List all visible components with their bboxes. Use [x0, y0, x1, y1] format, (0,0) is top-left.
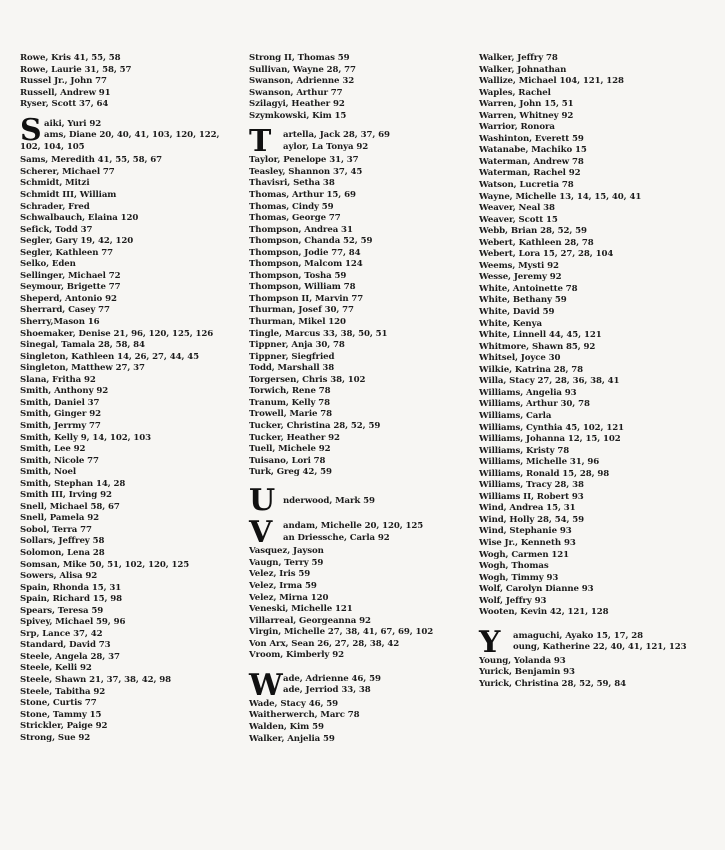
index-entry: Wade, Stacy 46, 59	[249, 698, 338, 709]
index-column-3	[479, 53, 723, 691]
index-entry: Tippner, Siegfried	[249, 351, 335, 362]
index-entry: Williams, Angelia 93	[479, 387, 577, 398]
section-letter-y: Y	[479, 624, 501, 660]
index-entry: Waitherwerch, Marc 78	[249, 710, 360, 721]
section-letter-t: T	[249, 124, 272, 160]
index-entry: Williams, Cynthia 45, 102, 121	[479, 422, 624, 433]
index-entry: Segler, Gary 19, 42, 120	[20, 236, 134, 247]
index-entry: Thompson, Chanda 52, 59	[249, 236, 373, 247]
index-entry: Smith, Stephan 14, 28	[20, 478, 126, 489]
index-entry: Von Arx, Sean 26, 27, 28, 38, 42	[249, 638, 400, 649]
index-entry: Tranum, Kelly 78	[249, 397, 331, 408]
section-letter-s: S	[20, 112, 42, 148]
index-entry: Young, Yolanda 93	[479, 655, 566, 666]
index-entry: Strong II, Thomas 59	[249, 53, 350, 63]
section-u	[249, 482, 484, 518]
index-entry: andam, Michelle 20, 120, 125	[283, 521, 424, 532]
index-entry: Wallize, Michael 104, 121, 128	[479, 76, 624, 87]
index-entry: White, Kenya	[479, 318, 542, 329]
index-entry: Thurman, Mikel 120	[249, 317, 346, 328]
index-entry: Weaver, Neal 38	[479, 203, 555, 214]
index-entry: Williams II, Robert 93	[479, 491, 584, 502]
index-entry: Taylor, Penelope 31, 37	[249, 155, 359, 166]
index-entry: Whitsel, Joyce 30	[479, 353, 561, 364]
index-entry: Swanson, Adrienne 32	[249, 76, 355, 87]
index-entry: Scherer, Michael 77	[20, 166, 115, 177]
index-entry: Wilkie, Katrina 28, 78	[479, 364, 584, 375]
index-entry: Vaugn, Terry 59	[249, 557, 324, 568]
index-entry: Selko, Eden	[20, 259, 76, 270]
index-entry: Smith, Lee 92	[20, 444, 86, 455]
index-entry: Standard, David 73	[20, 640, 111, 651]
index-entry: Wogh, Thomas	[479, 561, 549, 572]
index-entry: Weems, Mysti 92	[479, 260, 559, 271]
index-entry: Thavisri, Setha 38	[249, 178, 335, 189]
index-entry: Teasley, Shannon 37, 45	[249, 166, 363, 177]
index-entry: Thurman, Josef 30, 77	[249, 305, 354, 316]
index-entry: Singleton, Matthew 27, 37	[20, 363, 145, 374]
index-entry: oung, Katherine 22, 40, 41, 121, 123	[513, 642, 687, 653]
index-entry: ade, Adrienne 46, 59	[283, 673, 381, 684]
index-entry: Williams, Arthur 30, 78	[479, 399, 590, 410]
index-entry: Sowers, Alisa 92	[20, 571, 98, 582]
index-entry: Torgersen, Chris 38, 102	[249, 374, 366, 385]
index-entry: Steele, Kelli 92	[20, 663, 92, 674]
index-entry: Solomon, Lena 28	[20, 547, 105, 558]
section-letter-v: V	[249, 515, 273, 551]
index-entry: Williams, Carla	[479, 410, 552, 421]
index-entry-continued: 102, 104, 105	[20, 141, 85, 152]
index-entry: Vroom, Kimberly 92	[249, 650, 344, 661]
index-entry: Torwich, Rene 78	[249, 386, 331, 397]
index-entry: Wind, Andrea 15, 31	[479, 503, 576, 514]
index-entry: Smith, Anthony 92	[20, 386, 109, 397]
index-entry: Tucker, Christina 28, 52, 59	[249, 420, 381, 431]
index-entry: Thompson, Andrea 31	[249, 224, 353, 235]
index-entry: Watanabe, Machiko 15	[479, 145, 587, 156]
index-entry: Williams, Johanna 12, 15, 102	[479, 434, 621, 445]
index-entry: Sams, Meredith 41, 55, 58, 67	[20, 155, 163, 166]
index-entry: Sheperd, Antonio 92	[20, 293, 117, 304]
index-entry: Whitmore, Shawn 85, 92	[479, 341, 596, 352]
index-entry: Tuisano, Lori 78	[249, 455, 326, 466]
index-entry: Stone, Curtis 77	[20, 698, 97, 709]
index-entry: Tingle, Marcus 33, 38, 50, 51	[249, 328, 388, 339]
index-entry: Thompson, Tosha 59	[249, 270, 347, 281]
index-entry: Schrader, Fred	[20, 201, 90, 212]
index-entry: Smith, Jerrmy 77	[20, 420, 101, 431]
index-entry: Smith, Noel	[20, 467, 76, 478]
section-s	[20, 112, 255, 154]
index-entry: Todd, Marshall 38	[249, 363, 335, 374]
index-entry: Webb, Brian 28, 52, 59	[479, 226, 587, 237]
index-entry: Smith, Nicole 77	[20, 455, 99, 466]
index-entry: Vasquez, Jayson	[249, 546, 324, 557]
index-entry: Velez, Irma 59	[249, 580, 317, 591]
index-entry: Williams, Ronald 15, 28, 98	[479, 468, 610, 479]
index-entry: Weaver, Scott 15	[479, 214, 558, 225]
index-entry: Thomas, George 77	[249, 213, 341, 224]
section-letter-w: W	[249, 667, 283, 703]
index-entry: Watson, Lucretia 78	[479, 180, 574, 191]
index-entry: Russel Jr., John 77	[20, 76, 107, 87]
index-entry: Veneski, Michelle 121	[249, 604, 353, 615]
index-entry: nderwood, Mark 59	[283, 495, 375, 506]
index-entry: Wolf, Jeffry 93	[479, 595, 547, 606]
index-entry: Spain, Rhonda 15, 31	[20, 582, 122, 593]
index-entry: Washinton, Everett 59	[479, 133, 584, 144]
index-entry: Sinegal, Tamala 28, 58, 84	[20, 340, 145, 351]
index-entry: Sherrard, Casey 77	[20, 305, 110, 316]
index-entry: Segler, Kathleen 77	[20, 247, 114, 258]
index-entry: aiki, Yuri 92	[44, 118, 102, 129]
index-entry: Walden, Kim 59	[249, 721, 324, 732]
index-entry: Tippner, Anja 30, 78	[249, 340, 345, 351]
index-entry: Wise Jr., Kenneth 93	[479, 537, 576, 548]
index-entry: Smith, Ginger 92	[20, 409, 101, 420]
index-entry: Thompson, Jodie 77, 84	[249, 247, 361, 258]
section-t	[249, 124, 484, 160]
index-entry: Szilagyi, Heather 92	[249, 99, 345, 110]
index-entry: Trowell, Marie 78	[249, 409, 332, 420]
index-entry: Ryser, Scott 37, 64	[20, 99, 109, 110]
index-entry: Schwalbauch, Elaina 120	[20, 213, 139, 224]
index-entry: Spain, Richard 15, 98	[20, 594, 123, 605]
index-entry: Waples, Rachel	[479, 87, 551, 98]
index-entry: Russell, Andrew 91	[20, 87, 111, 98]
index-entry: Webert, Lora 15, 27, 28, 104	[479, 249, 614, 260]
index-entry: Slana, Fritha 92	[20, 374, 96, 385]
index-entry: ade, Jerriod 33, 38	[283, 685, 371, 696]
index-entry: Yurick, Christina 28, 52, 59, 84	[479, 678, 626, 689]
index-entry: Strong, Sue 92	[20, 732, 91, 743]
index-entry: Sobol, Terra 77	[20, 524, 92, 535]
index-entry: Smith III, Irving 92	[20, 490, 112, 501]
index-entry: Velez, Iris 59	[249, 569, 311, 580]
index-entry: Wooten, Kevin 42, 121, 128	[479, 607, 609, 618]
index-entry: ams, Diane 20, 40, 41, 103, 120, 122,	[44, 130, 220, 141]
index-entry: Wogh, Timmy 93	[479, 572, 559, 583]
index-entry: Singleton, Kathleen 14, 26, 27, 44, 45	[20, 351, 200, 362]
index-entry: Schmidt, Mitzi	[20, 178, 90, 189]
index-column-1	[20, 53, 255, 744]
index-entry: Rowe, Kris 41, 55, 58	[20, 53, 121, 63]
index-entry: Walker, Anjelia 59	[249, 733, 335, 744]
section-v	[249, 515, 484, 551]
index-entry: Shoemaker, Denise 21, 96, 120, 125, 126	[20, 328, 214, 339]
index-entry: Warren, John 15, 51	[479, 99, 574, 110]
index-entry: Somsan, Mike 50, 51, 102, 120, 125	[20, 559, 190, 570]
index-entry: Warren, Whitney 92	[479, 110, 574, 121]
index-entry: Wesse, Jeremy 92	[479, 272, 562, 283]
index-entry: Wogh, Carmen 121	[479, 549, 569, 560]
index-entry: Wayne, Michelle 13, 14, 15, 40, 41	[479, 191, 642, 202]
index-entry: Thomas, Cindy 59	[249, 201, 334, 212]
section-y	[479, 624, 723, 660]
index-entry: Villarreal, Georgeanna 92	[249, 615, 371, 626]
index-entry: Spears, Teresa 59	[20, 605, 104, 616]
index-entry: Thomas, Arthur 15, 69	[249, 190, 356, 201]
index-entry: Swanson, Arthur 77	[249, 87, 343, 98]
section-w	[249, 667, 484, 703]
index-entry: Smith, Daniel 37	[20, 397, 100, 408]
index-entry: Sellinger, Michael 72	[20, 270, 121, 281]
index-entry: Sherry,Mason 16	[20, 317, 100, 328]
index-entry: Waterman, Rachel 92	[479, 168, 581, 179]
section-letter-u: U	[249, 482, 276, 518]
index-entry: Steele, Shawn 21, 37, 38, 42, 98	[20, 674, 172, 685]
index-entry: Wind, Holly 28, 54, 59	[479, 514, 585, 525]
index-entry: Waterman, Andrew 78	[479, 156, 584, 167]
index-entry: Thompson, Malcom 124	[249, 259, 363, 270]
index-entry: Szymkowski, Kim 15	[249, 110, 347, 121]
index-entry: Williams, Kristy 78	[479, 445, 570, 456]
index-entry: Walker, Jeffry 78	[479, 53, 558, 63]
index-entry: Sollars, Jeffrey 58	[20, 536, 105, 547]
index-entry: Yurick, Benjamin 93	[479, 667, 575, 678]
index-entry: Seymour, Brigette 77	[20, 282, 121, 293]
index-entry: Velez, Mirna 120	[249, 592, 329, 603]
index-entry: amaguchi, Ayako 15, 17, 28	[513, 630, 644, 641]
index-entry: Tuell, Michele 92	[249, 444, 331, 455]
index-entry: Strickler, Paige 92	[20, 721, 108, 732]
index-column-2	[249, 53, 484, 745]
index-entry: an Driessche, Carla 92	[283, 532, 390, 543]
index-entry: Spivey, Michael 59, 96	[20, 617, 126, 628]
index-entry: Smith, Kelly 9, 14, 102, 103	[20, 432, 151, 443]
index-entry: Thompson, William 78	[249, 282, 356, 293]
index-entry: White, Antoinette 78	[479, 283, 578, 294]
index-entry: Tucker, Heather 92	[249, 432, 340, 443]
index-entry: White, David 59	[479, 307, 555, 318]
index-entry: Willa, Stacy 27, 28, 36, 38, 41	[479, 376, 620, 387]
index-entry: Williams, Tracy 28, 38	[479, 480, 584, 491]
index-entry: Williams, Michelle 31, 96	[479, 457, 600, 468]
index-entry: Steele, Tabitha 92	[20, 686, 106, 697]
index-entry: artella, Jack 28, 37, 69	[283, 130, 390, 141]
index-entry: aylor, La Tonya 92	[283, 141, 369, 152]
index-entry: Rowe, Laurie 31, 58, 57	[20, 64, 132, 75]
index-entry: Stone, Tammy 15	[20, 709, 102, 720]
index-entry: Virgin, Michelle 27, 38, 41, 67, 69, 102	[249, 627, 434, 638]
index-entry: Wolf, Carolyn Dianne 93	[479, 584, 594, 595]
index-entry: Sefick, Todd 37	[20, 224, 93, 235]
index-entry: Srp, Lance 37, 42	[20, 628, 103, 639]
index-entry: Wind, Stephanie 93	[479, 526, 572, 537]
index-entry: White, Linnell 44, 45, 121	[479, 330, 602, 341]
index-entry: Thompson II, Marvin 77	[249, 293, 364, 304]
index-entry: Snell, Michael 58, 67	[20, 501, 120, 512]
index-entry: Warrior, Ronora	[479, 122, 555, 133]
index-entry: Snell, Pamela 92	[20, 513, 99, 524]
index-entry: Steele, Angela 28, 37	[20, 651, 120, 662]
index-entry: Webert, Kathleen 28, 78	[479, 237, 594, 248]
index-entry: Schmidt III, William	[20, 190, 117, 201]
index-entry: White, Bethany 59	[479, 295, 567, 306]
index-entry: Sullivan, Wayne 28, 77	[249, 64, 356, 75]
index-entry: Walker, Johnathan	[479, 64, 567, 75]
index-entry: Turk, Greg 42, 59	[249, 467, 332, 478]
